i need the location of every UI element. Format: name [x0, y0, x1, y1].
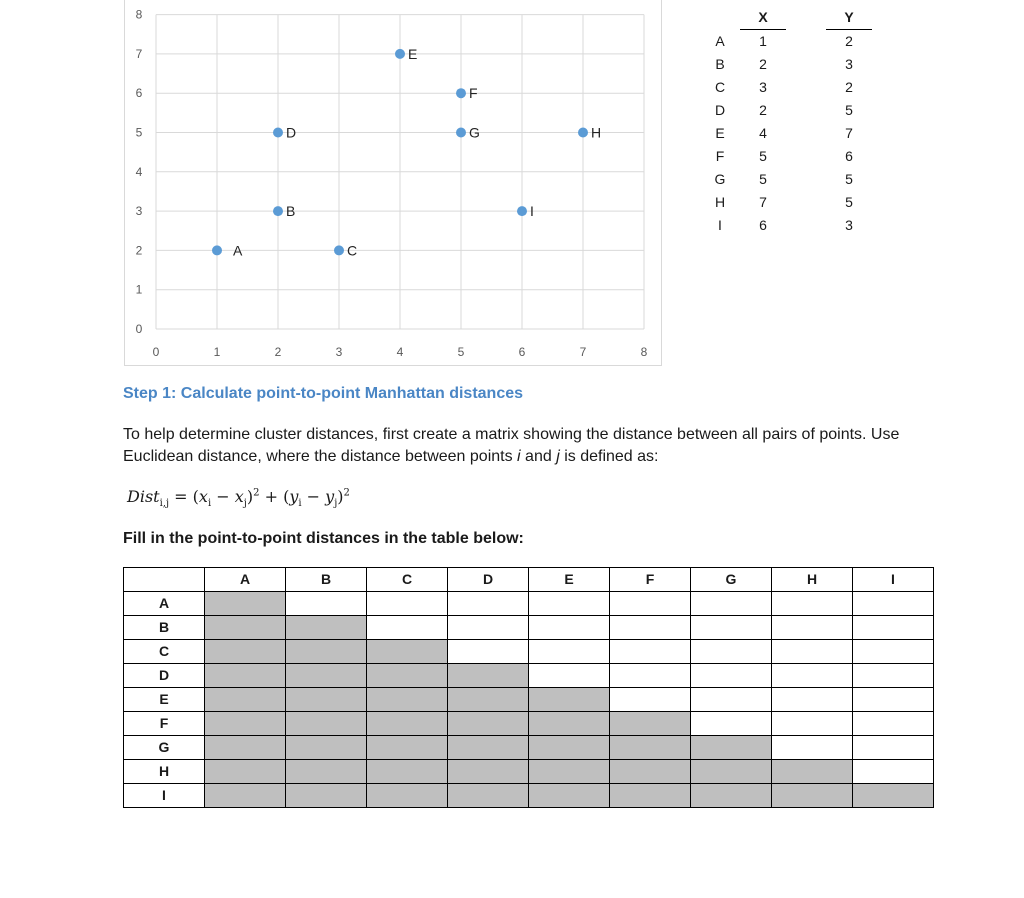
- distance-matrix: [123, 567, 934, 808]
- y-tick-label: 8: [135, 7, 143, 22]
- matrix-cell-shaded: [367, 760, 448, 784]
- matrix-row: [124, 664, 934, 688]
- matrix-row: [124, 640, 934, 664]
- x-tick-label: 1: [213, 345, 221, 359]
- formula-minus-2: −: [301, 487, 326, 506]
- intro-text-and: and: [520, 448, 557, 465]
- matrix-cell-input[interactable]: [448, 616, 529, 640]
- matrix-row-header: C: [124, 640, 205, 664]
- matrix-cell-input[interactable]: [610, 688, 691, 712]
- matrix-cell-input[interactable]: [691, 712, 772, 736]
- matrix-cell-shaded: [205, 736, 286, 760]
- matrix-cell-input[interactable]: [772, 640, 853, 664]
- formula-yi-sub: i: [298, 498, 302, 510]
- matrix-cell-shaded: [610, 736, 691, 760]
- matrix-cell-input[interactable]: [853, 688, 934, 712]
- matrix-cell-input[interactable]: [691, 616, 772, 640]
- matrix-row-header: F: [124, 712, 205, 736]
- point-marker-a: [212, 245, 222, 255]
- matrix-cell-shaded: [286, 784, 367, 808]
- matrix-cell-input[interactable]: [853, 736, 934, 760]
- coordinates-name: G: [714, 171, 726, 187]
- coordinates-gap: [786, 53, 826, 76]
- matrix-cell-input[interactable]: [691, 640, 772, 664]
- matrix-row: [124, 784, 934, 808]
- coordinates-name: I: [718, 217, 722, 233]
- matrix-row-header: D: [124, 664, 205, 688]
- matrix-cell-input[interactable]: [610, 640, 691, 664]
- step-heading: Step 1: Calculate point-to-point Manhattan distances: [123, 385, 524, 402]
- matrix-col-header: I: [853, 568, 934, 592]
- matrix-cell-input[interactable]: [691, 664, 772, 688]
- coordinates-gap: [786, 30, 826, 54]
- matrix-cell-shaded: [367, 664, 448, 688]
- x-tick-label: 8: [640, 345, 648, 359]
- formula-yj: y: [325, 487, 335, 506]
- coordinates-row: [700, 99, 872, 122]
- matrix-cell-shaded: [448, 712, 529, 736]
- formula-close-1: ): [246, 487, 254, 506]
- formula-eq: = (: [169, 487, 199, 506]
- matrix-cell-input[interactable]: [772, 616, 853, 640]
- matrix-col-header: C: [367, 568, 448, 592]
- formula-minus-1: −: [211, 487, 235, 506]
- matrix-cell-input[interactable]: [853, 664, 934, 688]
- matrix-row: [124, 592, 934, 616]
- matrix-cell-shaded: [286, 616, 367, 640]
- matrix-cell-shaded: [286, 760, 367, 784]
- y-tick-label: 7: [135, 46, 143, 61]
- matrix-cell-shaded: [367, 736, 448, 760]
- coordinates-y-value: 2: [845, 79, 853, 95]
- coordinates-y-value: 6: [845, 148, 853, 164]
- matrix-col-header: F: [610, 568, 691, 592]
- coordinates-name: C: [714, 79, 726, 95]
- matrix-cell-shaded: [691, 784, 772, 808]
- scatter-plot-svg: [125, 0, 663, 366]
- coordinates-table: [700, 6, 872, 237]
- intro-text-1: To help determine cluster distances, first create a matrix showing the distance between all pairs of points. Use Euclidean distance, where the distance between points: [123, 426, 900, 465]
- coordinates-name: D: [714, 102, 726, 118]
- formula-yj-sub: j: [334, 498, 338, 510]
- matrix-cell-shaded: [286, 664, 367, 688]
- matrix-cell-input[interactable]: [610, 616, 691, 640]
- y-tick-label: 1: [135, 282, 143, 297]
- matrix-cell-shaded: [205, 592, 286, 616]
- coordinates-y-value: 3: [845, 217, 853, 233]
- matrix-cell-input[interactable]: [853, 760, 934, 784]
- matrix-cell-shaded: [367, 688, 448, 712]
- coordinates-x-value: 5: [759, 148, 767, 164]
- matrix-cell-shaded: [286, 640, 367, 664]
- point-label-b: B: [286, 203, 296, 220]
- coordinates-y-value: 3: [845, 56, 853, 72]
- formula-xi-sub: i: [207, 498, 212, 510]
- distance-formula: [127, 487, 350, 509]
- matrix-cell-shaded: [448, 664, 529, 688]
- matrix-cell-input[interactable]: [772, 688, 853, 712]
- coordinates-header-row: [700, 6, 872, 30]
- formula-xj-sub: j: [243, 498, 247, 510]
- intro-paragraph: [123, 424, 923, 468]
- matrix-cell-input[interactable]: [691, 592, 772, 616]
- matrix-cell-shaded: [529, 712, 610, 736]
- formula-dist-sub: i,j: [159, 498, 170, 510]
- point-marker-b: [273, 206, 283, 216]
- matrix-cell-input[interactable]: [853, 616, 934, 640]
- matrix-cell-shaded: [205, 688, 286, 712]
- matrix-cell-input[interactable]: [772, 712, 853, 736]
- formula-plus: + (: [259, 487, 290, 506]
- matrix-cell-input[interactable]: [448, 592, 529, 616]
- x-tick-label: 7: [579, 345, 587, 359]
- coordinates-name: H: [714, 194, 726, 210]
- matrix-cell-input[interactable]: [286, 592, 367, 616]
- point-label-a: A: [233, 242, 243, 259]
- coordinates-header-name: [700, 6, 740, 30]
- matrix-cell-input[interactable]: [772, 736, 853, 760]
- coordinates-gap: [786, 76, 826, 99]
- matrix-cell-shaded: [691, 760, 772, 784]
- x-tick-label: 2: [274, 345, 282, 359]
- matrix-col-header: A: [205, 568, 286, 592]
- y-tick-label: 2: [135, 243, 143, 258]
- matrix-cell-shaded: [205, 640, 286, 664]
- y-tick-label: 6: [135, 86, 143, 101]
- point-label-d: D: [286, 124, 297, 141]
- matrix-cell-shaded: [205, 760, 286, 784]
- matrix-cell-input[interactable]: [610, 664, 691, 688]
- coordinates-name: A: [715, 32, 725, 49]
- point-marker-c: [334, 245, 344, 255]
- matrix-cell-shaded: [367, 784, 448, 808]
- coordinates-gap: [786, 122, 826, 145]
- matrix-cell-shaded: [448, 736, 529, 760]
- coordinates-row: [700, 145, 872, 168]
- matrix-cell-input[interactable]: [529, 664, 610, 688]
- coordinates-x-value: 4: [759, 125, 767, 141]
- intro-var-i: i: [517, 448, 521, 465]
- matrix-row: [124, 736, 934, 760]
- point-marker-d: [273, 128, 283, 138]
- point-marker-e: [395, 49, 405, 59]
- matrix-cell-shaded: [205, 616, 286, 640]
- coordinates-row: [700, 214, 872, 237]
- formula-xj: x: [234, 487, 244, 506]
- coordinates-x-value: 7: [759, 194, 767, 210]
- point-marker-f: [456, 88, 466, 98]
- coordinates-row: [700, 122, 872, 145]
- scatter-chart: [124, 0, 662, 366]
- matrix-header-row: [124, 568, 934, 592]
- coordinates-row: [700, 168, 872, 191]
- coordinates-x-value: 1: [759, 33, 767, 49]
- matrix-row: [124, 760, 934, 784]
- matrix-cell-shaded: [610, 712, 691, 736]
- matrix-row: [124, 616, 934, 640]
- point-marker-g: [456, 128, 466, 138]
- matrix-col-header: B: [286, 568, 367, 592]
- coordinates-row: [700, 30, 872, 54]
- matrix-cell-shaded: [772, 760, 853, 784]
- coordinates-row: [700, 191, 872, 214]
- matrix-col-header: H: [772, 568, 853, 592]
- matrix-row-header: E: [124, 688, 205, 712]
- matrix-cell-input[interactable]: [772, 592, 853, 616]
- matrix-row: [124, 688, 934, 712]
- matrix-cell-input[interactable]: [529, 592, 610, 616]
- x-tick-label: 0: [152, 345, 160, 359]
- matrix-cell-shaded: [772, 784, 853, 808]
- matrix-row-header: G: [124, 736, 205, 760]
- matrix-cell-shaded: [286, 712, 367, 736]
- point-marker-i: [517, 206, 527, 216]
- coordinates-x-value: 5: [759, 171, 767, 187]
- matrix-cell-shaded: [205, 664, 286, 688]
- matrix-cell-shaded: [610, 760, 691, 784]
- matrix-cell-input[interactable]: [529, 616, 610, 640]
- matrix-col-header: D: [448, 568, 529, 592]
- matrix-row-header: B: [124, 616, 205, 640]
- y-tick-label: 3: [135, 204, 143, 219]
- matrix-cell-shaded: [610, 784, 691, 808]
- formula-close-2: ): [337, 487, 344, 506]
- y-tick-label: 4: [135, 164, 143, 179]
- coordinates-y-value: 5: [845, 102, 853, 118]
- x-tick-label: 3: [335, 345, 343, 359]
- formula-yi: y: [289, 487, 299, 506]
- matrix-cell-input[interactable]: [529, 640, 610, 664]
- coordinates-x-value: 2: [759, 56, 767, 72]
- matrix-row-header: H: [124, 760, 205, 784]
- matrix-cell-shaded: [448, 760, 529, 784]
- matrix-cell-input[interactable]: [853, 640, 934, 664]
- coordinates-x-value: 2: [759, 102, 767, 118]
- matrix-cell-shaded: [367, 712, 448, 736]
- matrix-cell-input[interactable]: [448, 640, 529, 664]
- matrix-cell-shaded: [529, 688, 610, 712]
- formula-square-1: 2: [253, 487, 260, 499]
- matrix-cell-shaded: [448, 784, 529, 808]
- coordinates-gap: [786, 168, 826, 191]
- matrix-cell-input[interactable]: [853, 712, 934, 736]
- matrix-cell-input[interactable]: [691, 688, 772, 712]
- coordinates-gap: [786, 145, 826, 168]
- coordinates-y-value: 5: [845, 171, 853, 187]
- coordinates-header-x: X: [740, 6, 786, 30]
- coordinates-y-value: 5: [845, 194, 853, 210]
- coordinates-row: [700, 76, 872, 99]
- matrix-row: [124, 712, 934, 736]
- coordinates-name: F: [715, 148, 725, 164]
- matrix-cell-shaded: [529, 784, 610, 808]
- coordinates-row: [700, 53, 872, 76]
- point-label-f: F: [469, 85, 478, 102]
- coordinates-gap: [786, 191, 826, 214]
- point-marker-h: [578, 128, 588, 138]
- matrix-cell-shaded: [853, 784, 934, 808]
- matrix-cell-shaded: [286, 736, 367, 760]
- point-label-e: E: [408, 45, 418, 62]
- formula-xi: x: [198, 487, 208, 506]
- coordinates-x-value: 6: [759, 217, 767, 233]
- point-label-c: C: [347, 242, 358, 259]
- y-tick-label: 0: [135, 322, 143, 336]
- matrix-cell-input[interactable]: [853, 592, 934, 616]
- coordinates-x-value: 3: [759, 79, 767, 95]
- x-tick-label: 6: [518, 345, 526, 359]
- matrix-cell-shaded: [205, 712, 286, 736]
- intro-text-2: is defined as:: [559, 448, 659, 465]
- coordinates-y-value: 7: [845, 125, 853, 141]
- matrix-row-header: I: [124, 784, 205, 808]
- matrix-cell-shaded: [691, 736, 772, 760]
- matrix-cell-shaded: [448, 688, 529, 712]
- x-tick-label: 4: [396, 345, 404, 359]
- matrix-row-header: A: [124, 592, 205, 616]
- point-label-i: I: [530, 203, 534, 220]
- matrix-cell-input[interactable]: [367, 616, 448, 640]
- x-tick-label: 5: [457, 345, 465, 359]
- coordinates-y-value: 2: [845, 33, 853, 49]
- coordinates-header-y: Y: [826, 6, 872, 30]
- matrix-col-header: G: [691, 568, 772, 592]
- intro-var-j: j: [556, 448, 560, 465]
- matrix-cell-shaded: [529, 736, 610, 760]
- coordinates-gap: [786, 99, 826, 122]
- point-label-h: H: [591, 124, 602, 141]
- matrix-cell-input[interactable]: [772, 664, 853, 688]
- formula-square-2: 2: [343, 487, 350, 499]
- coordinates-header-gap: [786, 6, 826, 30]
- matrix-cell-shaded: [529, 760, 610, 784]
- coordinates-name: B: [715, 56, 725, 72]
- y-tick-label: 5: [135, 125, 143, 140]
- matrix-cell-shaded: [367, 640, 448, 664]
- matrix-cell-shaded: [205, 784, 286, 808]
- matrix-corner: [124, 568, 205, 592]
- matrix-cell-input[interactable]: [610, 592, 691, 616]
- fill-heading: Fill in the point-to-point distances in the table below:: [123, 530, 524, 547]
- matrix-col-header: E: [529, 568, 610, 592]
- coordinates-gap: [786, 214, 826, 237]
- coordinates-name: E: [715, 125, 725, 141]
- matrix-cell-input[interactable]: [367, 592, 448, 616]
- formula-dist: Dist: [127, 487, 160, 506]
- matrix-cell-shaded: [286, 688, 367, 712]
- point-label-g: G: [469, 124, 480, 141]
